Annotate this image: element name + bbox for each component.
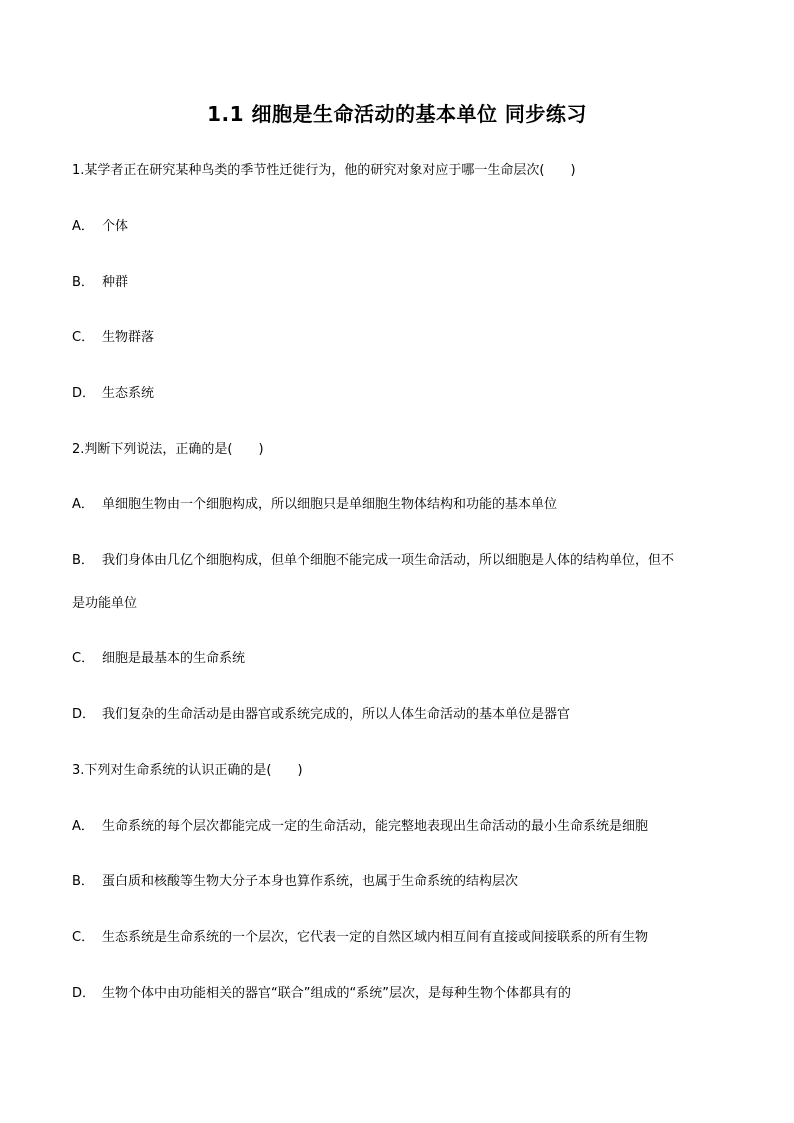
- question-2-option-b: [72, 551, 732, 571]
- option-text: 种群: [102, 275, 129, 290]
- option-letter: A．: [72, 819, 94, 834]
- option-letter: C．: [72, 651, 95, 666]
- page-title: 1.1 细胞是生命活动的基本单位 同步练习: [207, 102, 587, 126]
- question-3-option-b: [72, 872, 732, 892]
- question-2-option-b-continuation: 是功能单位: [72, 596, 138, 611]
- question-3-option-c: [72, 928, 732, 948]
- question-3-option-a: [72, 817, 732, 837]
- question-2-option-c: [72, 649, 732, 669]
- option-letter: C．: [72, 930, 95, 945]
- question-1-option-b: [72, 273, 732, 293]
- option-text: 个体: [102, 219, 129, 234]
- option-text: 生命系统的每个层次都能完成一定的生命活动，能完整地表现出生命活动的最小生命系统是细胞: [102, 819, 649, 834]
- option-letter: D．: [72, 707, 96, 722]
- option-text: 生物个体中由功能相关的器官“联合”组成的“系统”层次，是每种生物个体都具有的: [102, 986, 571, 1001]
- question-3-stem: 3.下列对生命系统的认识正确的是( ): [72, 763, 303, 778]
- question-1-option-d: [72, 384, 732, 404]
- option-text: 我们复杂的生命活动是由器官或系统完成的，所以人体生命活动的基本单位是器官: [102, 707, 571, 722]
- question-1-option-a: [72, 217, 732, 237]
- option-letter: D．: [72, 986, 96, 1001]
- option-text: 细胞是最基本的生命系统: [102, 651, 246, 666]
- option-letter: C．: [72, 330, 95, 345]
- option-letter: B．: [72, 275, 94, 290]
- question-3-option-d: [72, 984, 732, 1004]
- question-2-option-d: [72, 705, 732, 725]
- question-1-stem: 1.某学者正在研究某种鸟类的季节性迁徙行为，他的研究对象对应于哪一生命层次( ): [72, 163, 576, 178]
- option-text: 蛋白质和核酸等生物大分子本身也算作系统，也属于生命系统的结构层次: [102, 874, 519, 889]
- question-2-stem: 2.判断下列说法，正确的是( ): [72, 442, 264, 457]
- option-text: 生态系统是生命系统的一个层次，它代表一定的自然区域内相互间有直接或间接联系的所有生物: [102, 930, 649, 945]
- option-text: 生物群落: [102, 330, 155, 345]
- question-1-option-c: [72, 328, 732, 348]
- option-letter: A．: [72, 497, 94, 512]
- option-letter: B．: [72, 553, 94, 568]
- option-text: 我们身体由几亿个细胞构成，但单个细胞不能完成一项生命活动，所以细胞是人体的结构单位，但不: [102, 553, 675, 568]
- option-text: 单细胞生物由一个细胞构成，所以细胞只是单细胞生物体结构和功能的基本单位: [102, 497, 558, 512]
- option-letter: A．: [72, 219, 94, 234]
- option-text: 生态系统: [102, 386, 155, 401]
- option-letter: D．: [72, 386, 96, 401]
- option-letter: B．: [72, 874, 94, 889]
- question-2-option-a: [72, 495, 732, 515]
